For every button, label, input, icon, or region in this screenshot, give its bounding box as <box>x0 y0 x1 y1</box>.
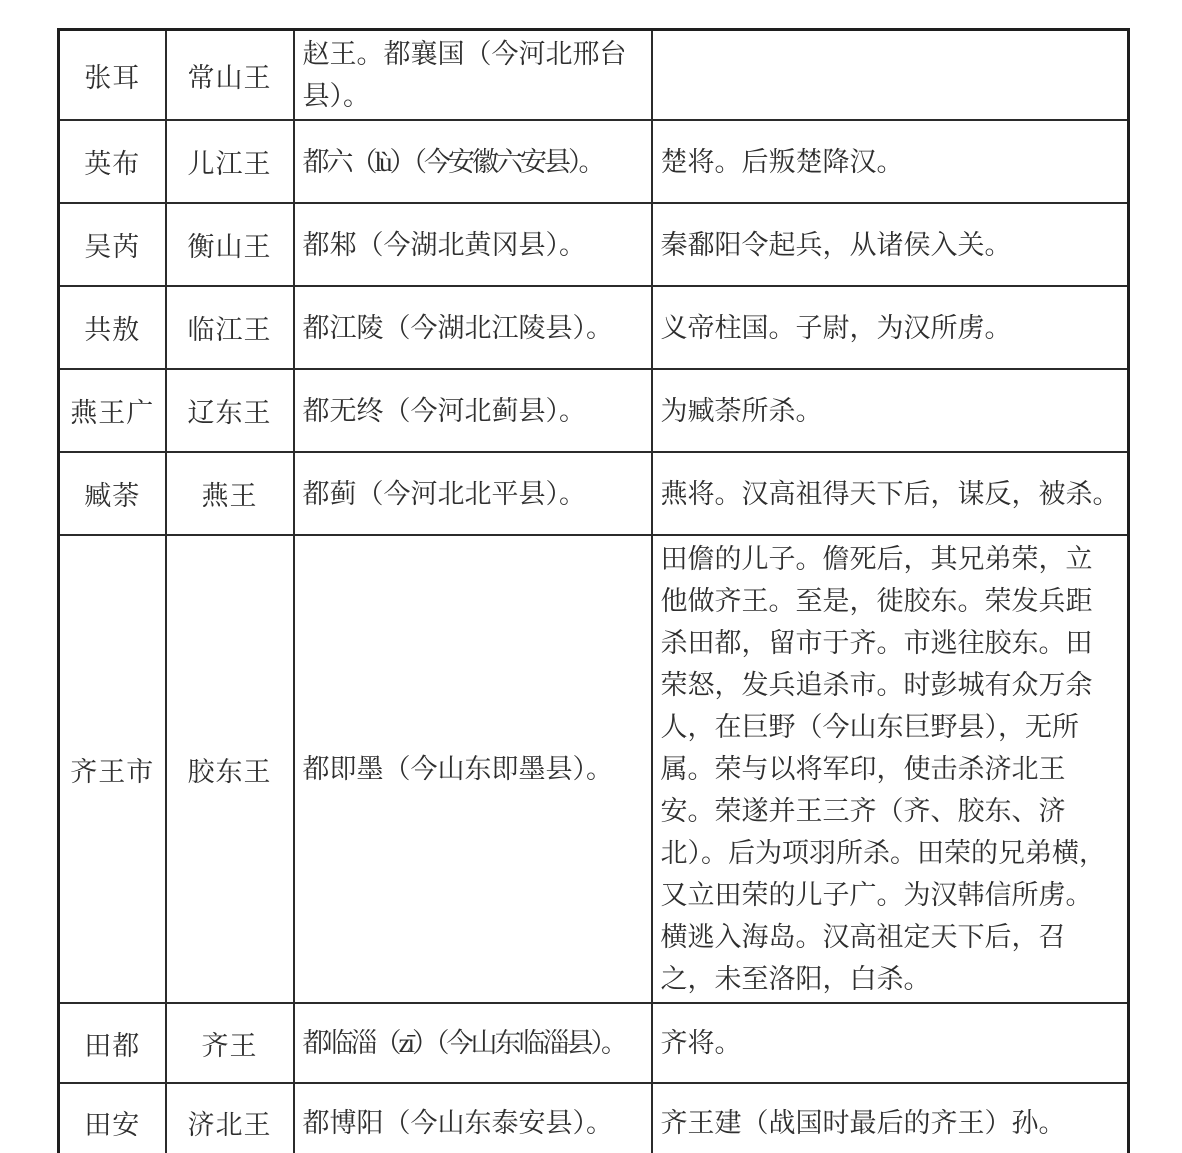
capital-cell: 都即墨（今山东即墨县）。 <box>294 535 652 1003</box>
title-cell: 齐王 <box>166 1003 294 1083</box>
name-cell: 齐王市 <box>59 535 166 1003</box>
table-row <box>59 535 1129 1003</box>
title-cell: 衡山王 <box>166 203 294 286</box>
title-cell: 常山王 <box>166 30 294 121</box>
name-cell: 张耳 <box>59 30 166 121</box>
title-cell: 胶东王 <box>166 535 294 1003</box>
capital-cell: 都博阳（今山东泰安县）。 <box>294 1083 652 1153</box>
name-cell: 英布 <box>59 120 166 203</box>
notes-cell: 齐王建（战国时最后的齐王）孙。 <box>652 1083 1129 1153</box>
table-row <box>59 369 1129 452</box>
capital-cell: 都邾（今湖北黄冈县）。 <box>294 203 652 286</box>
notes-cell: 楚将。后叛楚降汉。 <box>652 120 1129 203</box>
name-cell: 吴芮 <box>59 203 166 286</box>
notes-cell: 田儋的儿子。儋死后，其兄弟荣，立他做齐王。至是，徙胶东。荣发兵距杀田都，留市于齐。市逃往胶东。田荣怒，发兵追杀市。时彭城有众万余人，在巨野（今山东巨野县），无所属。荣与以将军印，使击杀济北王安。荣遂并王三齐（齐、胶东、济北）。后为项羽所杀。田荣的兄弟横，又立田荣的儿子广。为汉韩信所虏。横逃入海岛。汉高祖定天下后，召之，未至洛阳，白杀。 <box>652 535 1129 1003</box>
notes-cell <box>652 30 1129 121</box>
name-cell: 燕王广 <box>59 369 166 452</box>
name-cell: 臧荼 <box>59 452 166 535</box>
table-row <box>59 452 1129 535</box>
table-row <box>59 203 1129 286</box>
title-cell: 辽东王 <box>166 369 294 452</box>
capital-cell: 赵王。都襄国（今河北邢台县）。 <box>294 30 652 121</box>
title-cell: 燕王 <box>166 452 294 535</box>
capital-cell: 都无终（今河北蓟县）。 <box>294 369 652 452</box>
table-row <box>59 286 1129 369</box>
table-row <box>59 1003 1129 1083</box>
capital-cell: 都蓟（今河北北平县）。 <box>294 452 652 535</box>
capital-cell: 都江陵（今湖北江陵县）。 <box>294 286 652 369</box>
kings-table <box>57 28 1130 1153</box>
title-cell: 临江王 <box>166 286 294 369</box>
name-cell: 田安 <box>59 1083 166 1153</box>
title-cell: 济北王 <box>166 1083 294 1153</box>
capital-cell: 都六（lù）（今安徽六安县）。 <box>294 120 652 203</box>
notes-cell: 齐将。 <box>652 1003 1129 1083</box>
notes-cell: 燕将。汉高祖得天下后，谋反，被杀。 <box>652 452 1129 535</box>
capital-cell: 都临淄（zī）（今山东临淄县）。 <box>294 1003 652 1083</box>
notes-cell: 为臧荼所杀。 <box>652 369 1129 452</box>
table-row <box>59 1083 1129 1153</box>
name-cell: 田都 <box>59 1003 166 1083</box>
table-row <box>59 30 1129 121</box>
name-cell: 共敖 <box>59 286 166 369</box>
notes-cell: 义帝柱国。子尉，为汉所虏。 <box>652 286 1129 369</box>
notes-cell: 秦鄱阳令起兵，从诸侯入关。 <box>652 203 1129 286</box>
table-row <box>59 120 1129 203</box>
title-cell: 儿江王 <box>166 120 294 203</box>
